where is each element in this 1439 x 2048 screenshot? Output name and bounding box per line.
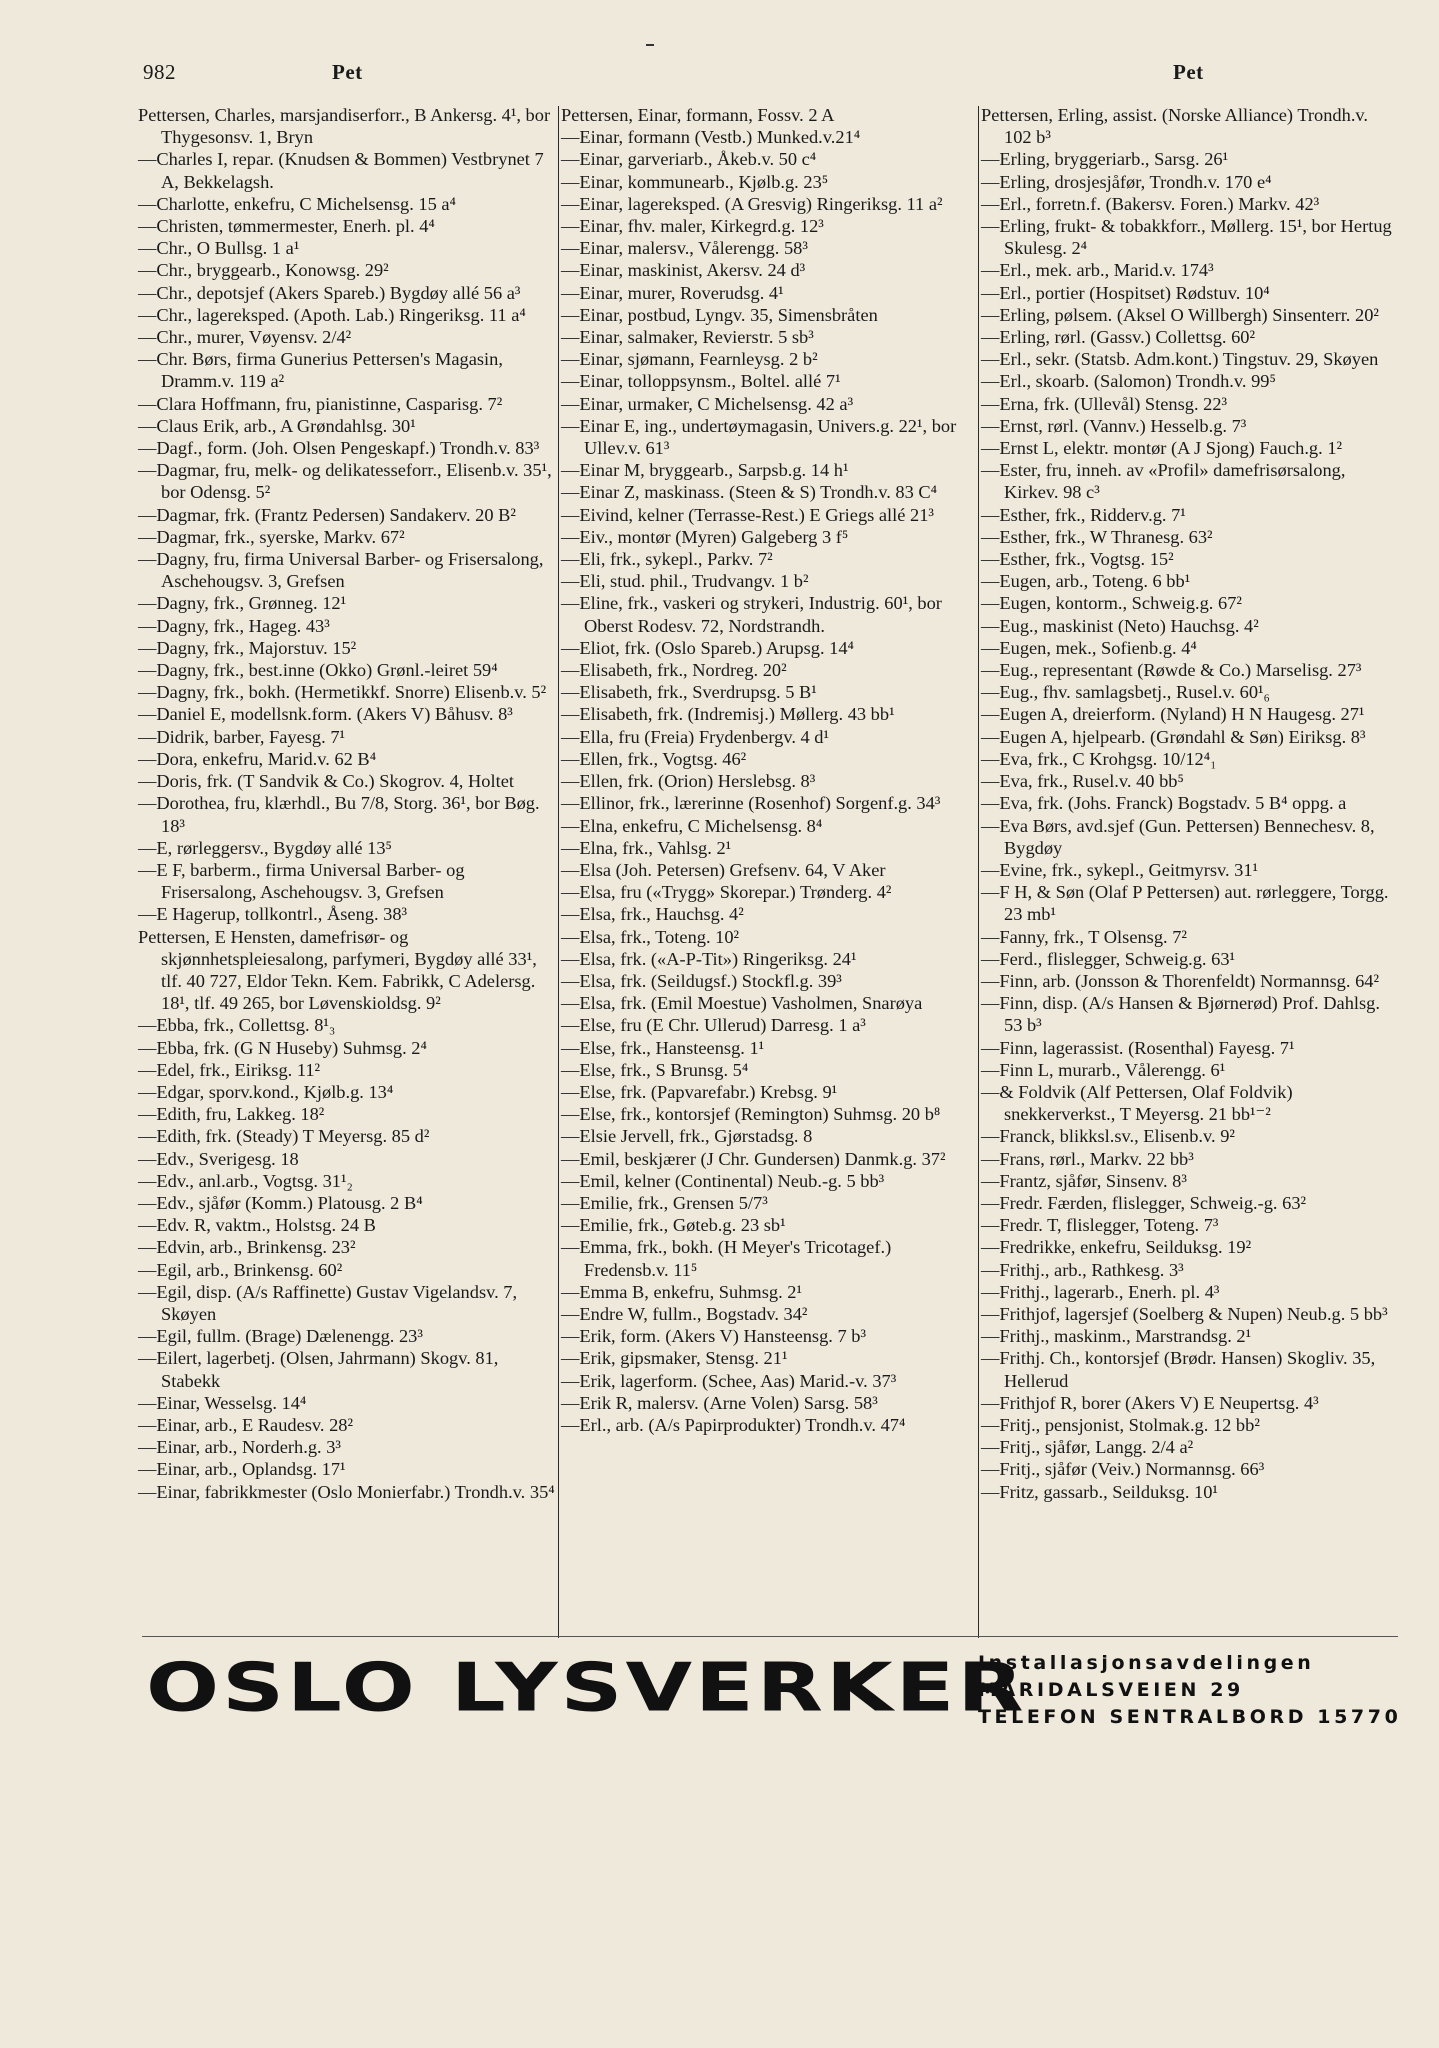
directory-entry: —Einar, formann (Vestb.) Munked.v.21⁴ xyxy=(561,127,861,148)
page-mark xyxy=(646,44,654,46)
directory-entry: —Edel, frk., Eiriksg. 11² xyxy=(138,1059,321,1080)
directory-entry: —Emil, beskjærer (J Chr. Gundersen) Danmk.g. 37² xyxy=(561,1148,946,1169)
directory-entry: —Claus Erik, arb., A Grøndahlsg. 30¹ xyxy=(138,415,416,436)
directory-column-2 xyxy=(561,104,975,1436)
directory-entry: —Emilie, frk., Gøteb.g. 23 sb¹ xyxy=(561,1215,786,1236)
directory-entry: —Edvin, arb., Brinkensg. 23² xyxy=(138,1237,356,1258)
directory-entry: —Frithj., arb., Rathkesg. 3³ xyxy=(981,1259,1184,1280)
directory-entry: —Elsa (Joh. Petersen) Grefsenv. 64, V Aker xyxy=(561,859,886,880)
directory-entry: —Elsa, frk., Toteng. 10² xyxy=(561,926,740,947)
directory-entry: —Frithjof, lagersjef (Soelberg & Nupen) Neub.g. 5 bb³ xyxy=(981,1303,1388,1324)
directory-entry: —Finn, arb. (Jonsson & Thorenfeldt) Normannsg. 64² xyxy=(981,970,1379,991)
directory-entry: —Dorothea, fru, klærhdl., Bu 7/8, Storg. 36¹, bor Bøg. 18³ xyxy=(138,793,540,836)
directory-entry: —Egil, arb., Brinkensg. 60² xyxy=(138,1259,343,1280)
header-keyword-right: Pet xyxy=(1173,60,1204,84)
directory-entry: —Eugen, kontorm., Schweig.g. 67² xyxy=(981,593,1242,614)
directory-entry: —Elisabeth, frk., Nordreg. 20² xyxy=(561,660,787,681)
directory-entry: —Eilert, lagerbetj. (Olsen, Jahrmann) Skogv. 81, Stabekk xyxy=(138,1348,499,1391)
directory-entry: —Einar, urmaker, C Michelsensg. 42 a³ xyxy=(561,393,854,414)
directory-entry: —Elna, frk., Vahlsg. 2¹ xyxy=(561,837,732,858)
directory-entry: —Einar, fhv. maler, Kirkegrd.g. 12³ xyxy=(561,216,824,237)
directory-entry: —Eugen A, dreierform. (Nyland) H N Haugesg. 27¹ xyxy=(981,704,1365,725)
directory-entry: —Dagny, frk., Grønneg. 12¹ xyxy=(138,593,347,614)
directory-entry: —Einar, postbud, Lyngv. 35, Simensbråten xyxy=(561,304,878,325)
directory-entry: —Else, frk., Hansteensg. 1¹ xyxy=(561,1037,765,1058)
directory-entry: —Fritz, gassarb., Seilduksg. 10¹ xyxy=(981,1481,1218,1502)
directory-entry: —Einar, arb., Oplandsg. 17¹ xyxy=(138,1459,346,1480)
directory-entry: —Eva, frk., C Krohgsg. 10/12⁴₁ xyxy=(981,748,1217,769)
directory-entry: —Emma B, enkefru, Suhmsg. 2¹ xyxy=(561,1281,802,1302)
directory-entry: —Erl., arb. (A/s Papirprodukter) Trondh.v. 47⁴ xyxy=(561,1414,906,1435)
directory-entry: —Erl., sekr. (Statsb. Adm.kont.) Tingstuv. 29, Skøyen xyxy=(981,349,1379,370)
ad-department: Installasjonsavdelingen xyxy=(978,1652,1315,1674)
directory-entry: —Erling, rørl. (Gassv.) Collettsg. 60² xyxy=(981,327,1256,348)
directory-entry: —Einar M, bryggearb., Sarpsb.g. 14 h¹ xyxy=(561,460,849,481)
directory-entry: —Charlotte, enkefru, C Michelsensg. 15 a⁴ xyxy=(138,193,456,214)
directory-entry: —Esther, frk., Vogtsg. 15² xyxy=(981,549,1174,570)
directory-entry: —Fredr. Færden, flislegger, Schweig.-g. 63² xyxy=(981,1192,1307,1213)
directory-entry: —Egil, fullm. (Brage) Dælenengg. 23³ xyxy=(138,1326,423,1347)
directory-entry: —Emilie, frk., Grensen 5/7³ xyxy=(561,1192,768,1213)
directory-entry: —Franck, blikksl.sv., Elisenb.v. 9² xyxy=(981,1126,1235,1147)
directory-entry: —Einar, tolloppsynsm., Boltel. allé 7¹ xyxy=(561,371,841,392)
directory-entry: —Einar, garveriarb., Åkeb.v. 50 c⁴ xyxy=(561,149,817,170)
directory-entry: —Erik, gipsmaker, Stensg. 21¹ xyxy=(561,1348,788,1369)
directory-entry: —Dagmar, frk., syerske, Markv. 67² xyxy=(138,526,405,547)
directory-entry: —Daniel E, modellsnk.form. (Akers V) Båhusv. 8³ xyxy=(138,704,513,725)
directory-entry: —Doris, frk. (T Sandvik & Co.) Skogrov. 4, Holtet xyxy=(138,771,514,792)
directory-entry: —Eug., maskinist (Neto) Hauchsg. 4² xyxy=(981,615,1259,636)
directory-entry: —Else, fru (E Chr. Ullerud) Darresg. 1 a³ xyxy=(561,1015,866,1036)
directory-entry: —Einar Z, maskinass. (Steen & S) Trondh.v. 83 C⁴ xyxy=(561,482,938,503)
directory-entry: —Einar, sjømann, Fearnleysg. 2 b² xyxy=(561,349,818,370)
directory-entry: —Erna, frk. (Ullevål) Stensg. 22³ xyxy=(981,393,1228,414)
directory-entry: —Elsa, fru («Trygg» Skorepar.) Trønderg. 4² xyxy=(561,882,892,903)
directory-entry: —Erl., portier (Hospitset) Rødstuv. 10⁴ xyxy=(981,282,1270,303)
directory-entry: —Erl., skoarb. (Salomon) Trondh.v. 99⁵ xyxy=(981,371,1276,392)
directory-entry: Pettersen, E Hensten, damefrisør- og skjønnhetspleiesalong, parfymeri, Bygdøy allé 33¹, tlf. 40 727, Eldor Tekn. Kem. Fabrikk, C Adelersg. 18¹, tlf. 49 265, bor Løvenskioldsg. 9² xyxy=(138,926,537,1014)
directory-entry: —Eivind, kelner (Terrasse-Rest.) E Griegs allé 21³ xyxy=(561,504,934,525)
directory-entry: —Erik, form. (Akers V) Hansteensg. 7 b³ xyxy=(561,1326,866,1347)
directory-entry: —Chr., lagereksped. (Apoth. Lab.) Ringeriksg. 11 a⁴ xyxy=(138,304,526,325)
directory-entry: —Chr., murer, Vøyensv. 2/4² xyxy=(138,327,352,348)
header-keyword-left: Pet xyxy=(332,60,363,84)
directory-entry: —Ella, fru (Freia) Frydenbergv. 4 d¹ xyxy=(561,726,830,747)
directory-entry: —Dora, enkefru, Marid.v. 62 B⁴ xyxy=(138,748,377,769)
ad-phone: TELEFON SENTRALBORD 15770 xyxy=(978,1706,1402,1728)
directory-entry: —Dagf., form. (Joh. Olsen Pengeskapf.) Trondh.v. 83³ xyxy=(138,438,540,459)
directory-entry: —Fritj., pensjonist, Stolmak.g. 12 bb² xyxy=(981,1414,1260,1435)
directory-entry: —Frithj., maskinm., Marstrandsg. 2¹ xyxy=(981,1326,1252,1347)
directory-entry: —Einar, lagereksped. (A Gresvig) Ringeriksg. 11 a² xyxy=(561,193,943,214)
directory-entry: —Edith, fru, Lakkeg. 18² xyxy=(138,1104,325,1125)
directory-entry: —Edv., sjåfør (Komm.) Platousg. 2 B⁴ xyxy=(138,1192,423,1213)
directory-entry: —Dagny, fru, firma Universal Barber- og Frisersalong, Aschehougsv. 3, Grefsen xyxy=(138,549,544,592)
directory-entry: —Didrik, barber, Fayesg. 7¹ xyxy=(138,726,346,747)
directory-entry: —Emma, frk., bokh. (H Meyer's Tricotagef.) Fredensb.v. 11⁵ xyxy=(561,1237,892,1280)
directory-entry: —Ellen, frk. (Orion) Herslebsg. 8³ xyxy=(561,771,816,792)
advertisement-info xyxy=(978,1650,1402,1731)
directory-entry: —Eugen, mek., Sofienb.g. 4⁴ xyxy=(981,637,1197,658)
directory-entry: —Edgar, sporv.kond., Kjølb.g. 13⁴ xyxy=(138,1081,394,1102)
directory-entry: —Fritj., sjåfør (Veiv.) Normannsg. 66³ xyxy=(981,1459,1265,1480)
directory-entry: —Dagny, frk., bokh. (Hermetikkf. Snorre) Elisenb.v. 5² xyxy=(138,682,547,703)
directory-entry: —Edith, frk. (Steady) T Meyersg. 85 d² xyxy=(138,1126,430,1147)
directory-entry: —Einar, salmaker, Revierstr. 5 sb³ xyxy=(561,327,814,348)
directory-entry: —Eli, stud. phil., Trudvangv. 1 b² xyxy=(561,571,809,592)
directory-entry: —Finn L, murarb., Vålerengg. 6¹ xyxy=(981,1059,1226,1080)
directory-entry: —Eva Børs, avd.sjef (Gun. Pettersen) Bennechesv. 8, Bygdøy xyxy=(981,815,1375,858)
directory-entry: —Frantz, sjåfør, Sinsenv. 8³ xyxy=(981,1170,1187,1191)
directory-entry: —Einar, murer, Roverudsg. 4¹ xyxy=(561,282,784,303)
directory-entry: —Edv. R, vaktm., Holstsg. 24 B xyxy=(138,1215,376,1236)
directory-entry: —Edv., Sverigesg. 18 xyxy=(138,1148,299,1169)
directory-entry: —E Hagerup, tollkontrl., Åseng. 38³ xyxy=(138,904,408,925)
directory-entry: —Clara Hoffmann, fru, pianistinne, Casparisg. 7² xyxy=(138,393,503,414)
directory-entry: —Eliot, frk. (Oslo Spareb.) Arupsg. 14⁴ xyxy=(561,637,854,658)
directory-entry: —Dagmar, fru, melk- og delikatesseforr., Elisenb.v. 35¹, bor Odensg. 5² xyxy=(138,460,552,503)
directory-entry: —Chr. Børs, firma Gunerius Pettersen's Magasin, Dramm.v. 119 a² xyxy=(138,349,503,392)
directory-entry: —Eline, frk., vaskeri og strykeri, Industrig. 60¹, bor Oberst Rodesv. 72, Nordstrandh. xyxy=(561,593,942,636)
directory-entry: —Ellinor, frk., lærerinne (Rosenhof) Sorgenf.g. 34³ xyxy=(561,793,941,814)
directory-entry: —Erik, lagerform. (Schee, Aas) Marid.-v. 37³ xyxy=(561,1370,897,1391)
directory-entry: —& Foldvik (Alf Pettersen, Olaf Foldvik) snekkerverkst., T Meyersg. 21 bb¹⁻² xyxy=(981,1081,1293,1125)
directory-entry: —Elsie Jervell, frk., Gjørstadsg. 8 xyxy=(561,1126,813,1147)
directory-entry: —Evine, frk., sykepl., Geitmyrsv. 31¹ xyxy=(981,859,1259,880)
directory-entry: —Else, frk. (Papvarefabr.) Krebsg. 9¹ xyxy=(561,1081,838,1102)
directory-entry: —Erling, pølsem. (Aksel O Willbergh) Sinsenterr. 20² xyxy=(981,304,1379,325)
directory-entry: Pettersen, Charles, marsjandiserforr., B Ankersg. 4¹, bor Thygesonsv. 1, Bryn xyxy=(138,105,551,148)
directory-entry: —Einar, fabrikkmester (Oslo Monierfabr.) Trondh.v. 35⁴ xyxy=(138,1481,555,1502)
directory-entry: —Elsa, frk. (Seildugsf.) Stockfl.g. 39³ xyxy=(561,970,842,991)
directory-entry: —E F, barberm., firma Universal Barber- og Frisersalong, Aschehougsv. 3, Grefsen xyxy=(138,859,465,903)
directory-entry: —Frithj., lagerarb., Enerh. pl. 4³ xyxy=(981,1281,1220,1302)
directory-entry: —Edv., anl.arb., Vogtsg. 31¹₂ xyxy=(138,1170,353,1191)
directory-entry: —Frithjof R, borer (Akers V) E Neupertsg. 4³ xyxy=(981,1392,1319,1413)
directory-entry: —Einar, kommunearb., Kjølb.g. 23⁵ xyxy=(561,171,829,192)
directory-entry: —Einar, Wesselsg. 14⁴ xyxy=(138,1392,307,1413)
directory-entry: —Fanny, frk., T Olsensg. 7² xyxy=(981,926,1187,947)
directory-entry: —Eva, frk., Rusel.v. 40 bb⁵ xyxy=(981,771,1184,792)
directory-entry: —Dagmar, frk. (Frantz Pedersen) Sandakerv. 20 B² xyxy=(138,504,516,525)
directory-entry: —Erl., forretn.f. (Bakersv. Foren.) Markv. 42³ xyxy=(981,193,1320,214)
directory-entry: —Egil, disp. (A/s Raffinette) Gustav Vigelandsv. 7, Skøyen xyxy=(138,1281,518,1324)
column-divider xyxy=(978,106,979,1638)
directory-entry: —Fredr. T, flislegger, Toteng. 7³ xyxy=(981,1215,1219,1236)
directory-entry: —Charles I, repar. (Knudsen & Bommen) Vestbrynet 7 A, Bekkelagsh. xyxy=(138,149,544,192)
column-divider xyxy=(558,106,559,1638)
directory-column-3 xyxy=(981,104,1397,1503)
directory-entry: —Chr., bryggearb., Konowsg. 29² xyxy=(138,260,389,281)
directory-entry: —Ferd., flislegger, Schweig.g. 63¹ xyxy=(981,948,1236,969)
directory-entry: —Elisabeth, frk., Sverdrupsg. 5 B¹ xyxy=(561,682,817,703)
directory-entry: —Eugen A, hjelpearb. (Grøndahl & Søn) Eiriksg. 8³ xyxy=(981,726,1366,747)
ad-address: MARIDALSVEIEN 29 xyxy=(978,1679,1244,1701)
directory-entry: —Eiv., montør (Myren) Galgeberg 3 f⁵ xyxy=(561,526,849,547)
directory-entry: —Eug., representant (Røwde & Co.) Marselisg. 27³ xyxy=(981,660,1362,681)
directory-entry: —Fritj., sjåfør, Langg. 2/4 a² xyxy=(981,1437,1194,1458)
directory-entry: —Eva, frk. (Johs. Franck) Bogstadv. 5 B⁴ oppg. a xyxy=(981,793,1347,814)
directory-entry: —Erling, drosjesjåfør, Trondh.v. 170 e⁴ xyxy=(981,171,1272,192)
directory-entry: —E, rørleggersv., Bygdøy allé 13⁵ xyxy=(138,837,392,858)
directory-entry: —Endre W, fullm., Bogstadv. 34² xyxy=(561,1303,808,1324)
directory-entry: —Erling, bryggeriarb., Sarsg. 26¹ xyxy=(981,149,1229,170)
directory-entry: —Dagny, frk., best.inne (Okko) Grønl.-leiret 59⁴ xyxy=(138,660,498,681)
directory-entry: Pettersen, Erling, assist. (Norske Alliance) Trondh.v. 102 b³ xyxy=(981,105,1369,148)
directory-entry: —Elna, enkefru, C Michelsensg. 8⁴ xyxy=(561,815,823,836)
directory-entry: —Erik R, malersv. (Arne Volen) Sarsg. 58³ xyxy=(561,1392,878,1413)
directory-entry: —Ellen, frk., Vogtsg. 46² xyxy=(561,748,747,769)
ad-divider xyxy=(142,1636,1398,1637)
directory-entry: —Ebba, frk. (G N Huseby) Suhmsg. 2⁴ xyxy=(138,1037,427,1058)
directory-entry: —Elisabeth, frk. (Indremisj.) Møllerg. 43 bb¹ xyxy=(561,704,895,725)
directory-entry: —Einar, arb., E Raudesv. 28² xyxy=(138,1414,354,1435)
directory-entry: —Einar, arb., Norderh.g. 3³ xyxy=(138,1437,341,1458)
directory-entry: —Eugen, arb., Toteng. 6 bb¹ xyxy=(981,571,1191,592)
directory-entry: —Dagny, frk., Majorstuv. 15² xyxy=(138,637,357,658)
page-number: 982 xyxy=(143,60,176,84)
directory-entry: —Chr., depotsjef (Akers Spareb.) Bygdøy allé 56 a³ xyxy=(138,282,521,303)
directory-entry: —Fredrikke, enkefru, Seilduksg. 19² xyxy=(981,1237,1252,1258)
directory-entry: —Christen, tømmermester, Enerh. pl. 4⁴ xyxy=(138,216,435,237)
directory-entry: —F H, & Søn (Olaf P Pettersen) aut. rørleggere, Torgg. 23 mb¹ xyxy=(981,882,1389,925)
directory-entry: —Einar, malersv., Vålerengg. 58³ xyxy=(561,238,808,259)
advertisement-title: OSLO LYSVERKER xyxy=(146,1649,1027,1728)
directory-entry: —Emil, kelner (Continental) Neub.-g. 5 bb³ xyxy=(561,1170,885,1191)
directory-entry: —Eli, frk., sykepl., Parkv. 7² xyxy=(561,549,773,570)
directory-entry: —Ernst, rørl. (Vannv.) Hesselb.g. 7³ xyxy=(981,415,1247,436)
directory-entry: —Einar, maskinist, Akersv. 24 d³ xyxy=(561,260,806,281)
directory-entry: —Chr., O Bullsg. 1 a¹ xyxy=(138,238,300,259)
directory-entry: —Finn, lagerassist. (Rosenthal) Fayesg. 7¹ xyxy=(981,1037,1295,1058)
directory-entry: —Ester, fru, inneh. av «Profil» damefrisørsalong, Kirkev. 98 c³ xyxy=(981,460,1346,503)
directory-entry: —Ebba, frk., Collettsg. 8¹₃ xyxy=(138,1015,336,1036)
directory-entry: —Erl., mek. arb., Marid.v. 174³ xyxy=(981,260,1214,281)
directory-entry: —Elsa, frk., Hauchsg. 4² xyxy=(561,904,744,925)
directory-entry: —Esther, frk., Ridderv.g. 7¹ xyxy=(981,504,1186,525)
directory-entry: —Frithj. Ch., kontorsjef (Brødr. Hansen) Skogliv. 35, Hellerud xyxy=(981,1348,1376,1391)
directory-entry: —Else, frk., kontorsjef (Remington) Suhmsg. 20 b⁸ xyxy=(561,1104,941,1125)
directory-entry: —Finn, disp. (A/s Hansen & Bjørnerød) Prof. Dahlsg. 53 b³ xyxy=(981,993,1380,1036)
directory-column-1 xyxy=(138,104,555,1503)
directory-entry: —Dagny, frk., Hageg. 43³ xyxy=(138,615,330,636)
directory-entry: —Esther, frk., W Thranesg. 63² xyxy=(981,526,1213,547)
directory-entry: —Else, frk., S Brunsg. 5⁴ xyxy=(561,1059,749,1080)
directory-entry: —Einar E, ing., undertøymagasin, Univers.g. 22¹, bor Ullev.v. 61³ xyxy=(561,415,957,459)
directory-entry: —Eug., fhv. samlagsbetj., Rusel.v. 60¹₆ xyxy=(981,682,1270,703)
directory-entry: —Erling, frukt- & tobakkforr., Møllerg. 15¹, bor Hertug Skulesg. 2⁴ xyxy=(981,216,1392,259)
directory-entry: —Frans, rørl., Markv. 22 bb³ xyxy=(981,1148,1194,1169)
directory-entry: —Elsa, frk. («A-P-Tit») Ringeriksg. 24¹ xyxy=(561,948,857,969)
directory-entry: —Ernst L, elektr. montør (A J Sjong) Fauch.g. 1² xyxy=(981,438,1343,459)
directory-entry: —Elsa, frk. (Emil Moestue) Vasholmen, Snarøya xyxy=(561,993,923,1014)
directory-entry: Pettersen, Einar, formann, Fossv. 2 A xyxy=(561,105,835,125)
